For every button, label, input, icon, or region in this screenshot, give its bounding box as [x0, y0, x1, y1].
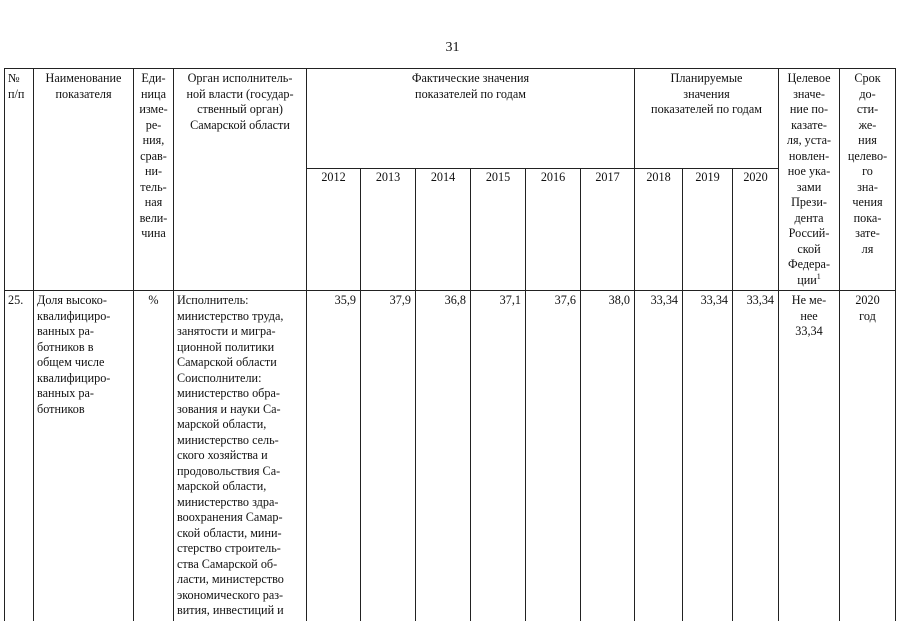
year-header: 2016 [526, 168, 581, 290]
actual-value: 38,0 [581, 291, 635, 621]
page-number: 31 [445, 40, 460, 55]
header-agency: Орган исполнитель- ной власти (государ- ственный орган) Самарской области [174, 69, 307, 291]
header-unit: Еди- ница изме- ре- ния, срав- ни- тель- ная вели- чина [134, 69, 174, 291]
header-target [779, 69, 840, 291]
row-num: 25. [5, 291, 34, 621]
row-unit: % [134, 291, 174, 621]
year-header: 2012 [307, 168, 361, 290]
header-target-text: Целевое значе- ние по- казате- ля, уста- новлен- ное ука- зами Прези- дента Россий- ской Федера- ции [786, 71, 832, 287]
header-num: № п/п [5, 69, 34, 291]
year-header: 2018 [635, 168, 683, 290]
actual-value: 36,8 [416, 291, 471, 621]
header-deadline: Срок до- сти- же- ния целево- го зна- чения пока- зате- ля [840, 69, 896, 291]
footnote-marker: 1 [816, 271, 821, 281]
year-header: 2014 [416, 168, 471, 290]
year-header: 2015 [471, 168, 526, 290]
year-header: 2013 [361, 168, 416, 290]
year-header: 2017 [581, 168, 635, 290]
planned-value: 33,34 [683, 291, 733, 621]
row-name: Доля высоко- квалифициро- ванных ра- ботников в общем числе квалифициро- ванных ра- ботников [34, 291, 134, 621]
table-row [5, 291, 896, 621]
actual-value: 35,9 [307, 291, 361, 621]
year-header: 2019 [683, 168, 733, 290]
planned-value: 33,34 [733, 291, 779, 621]
indicators-table [4, 68, 896, 621]
header-actual: Фактические значения показателей по годам [307, 69, 635, 169]
planned-value: 33,34 [635, 291, 683, 621]
actual-value: 37,6 [526, 291, 581, 621]
row-agency: Исполнитель: министерство труда, занятости и мигра- ционной политики Самарской области Соисполнители: министерство обра- зования и науки Са- марской области, министерство сель- ского хозяйства и продовольствия Са- марской области, министерство здра- воохранения Самар- ской области, мини- стерство строитель- ства Самарской об- ласти, министерство экономического раз- вития, инвестиций и [174, 291, 307, 621]
header-name: Наименование показателя [34, 69, 134, 291]
header-planned: Планируемые значения показателей по годам [635, 69, 779, 169]
actual-value: 37,1 [471, 291, 526, 621]
row-deadline: 2020 год [840, 291, 896, 621]
actual-value: 37,9 [361, 291, 416, 621]
row-target: Не ме- нее 33,34 [779, 291, 840, 621]
year-header: 2020 [733, 168, 779, 290]
